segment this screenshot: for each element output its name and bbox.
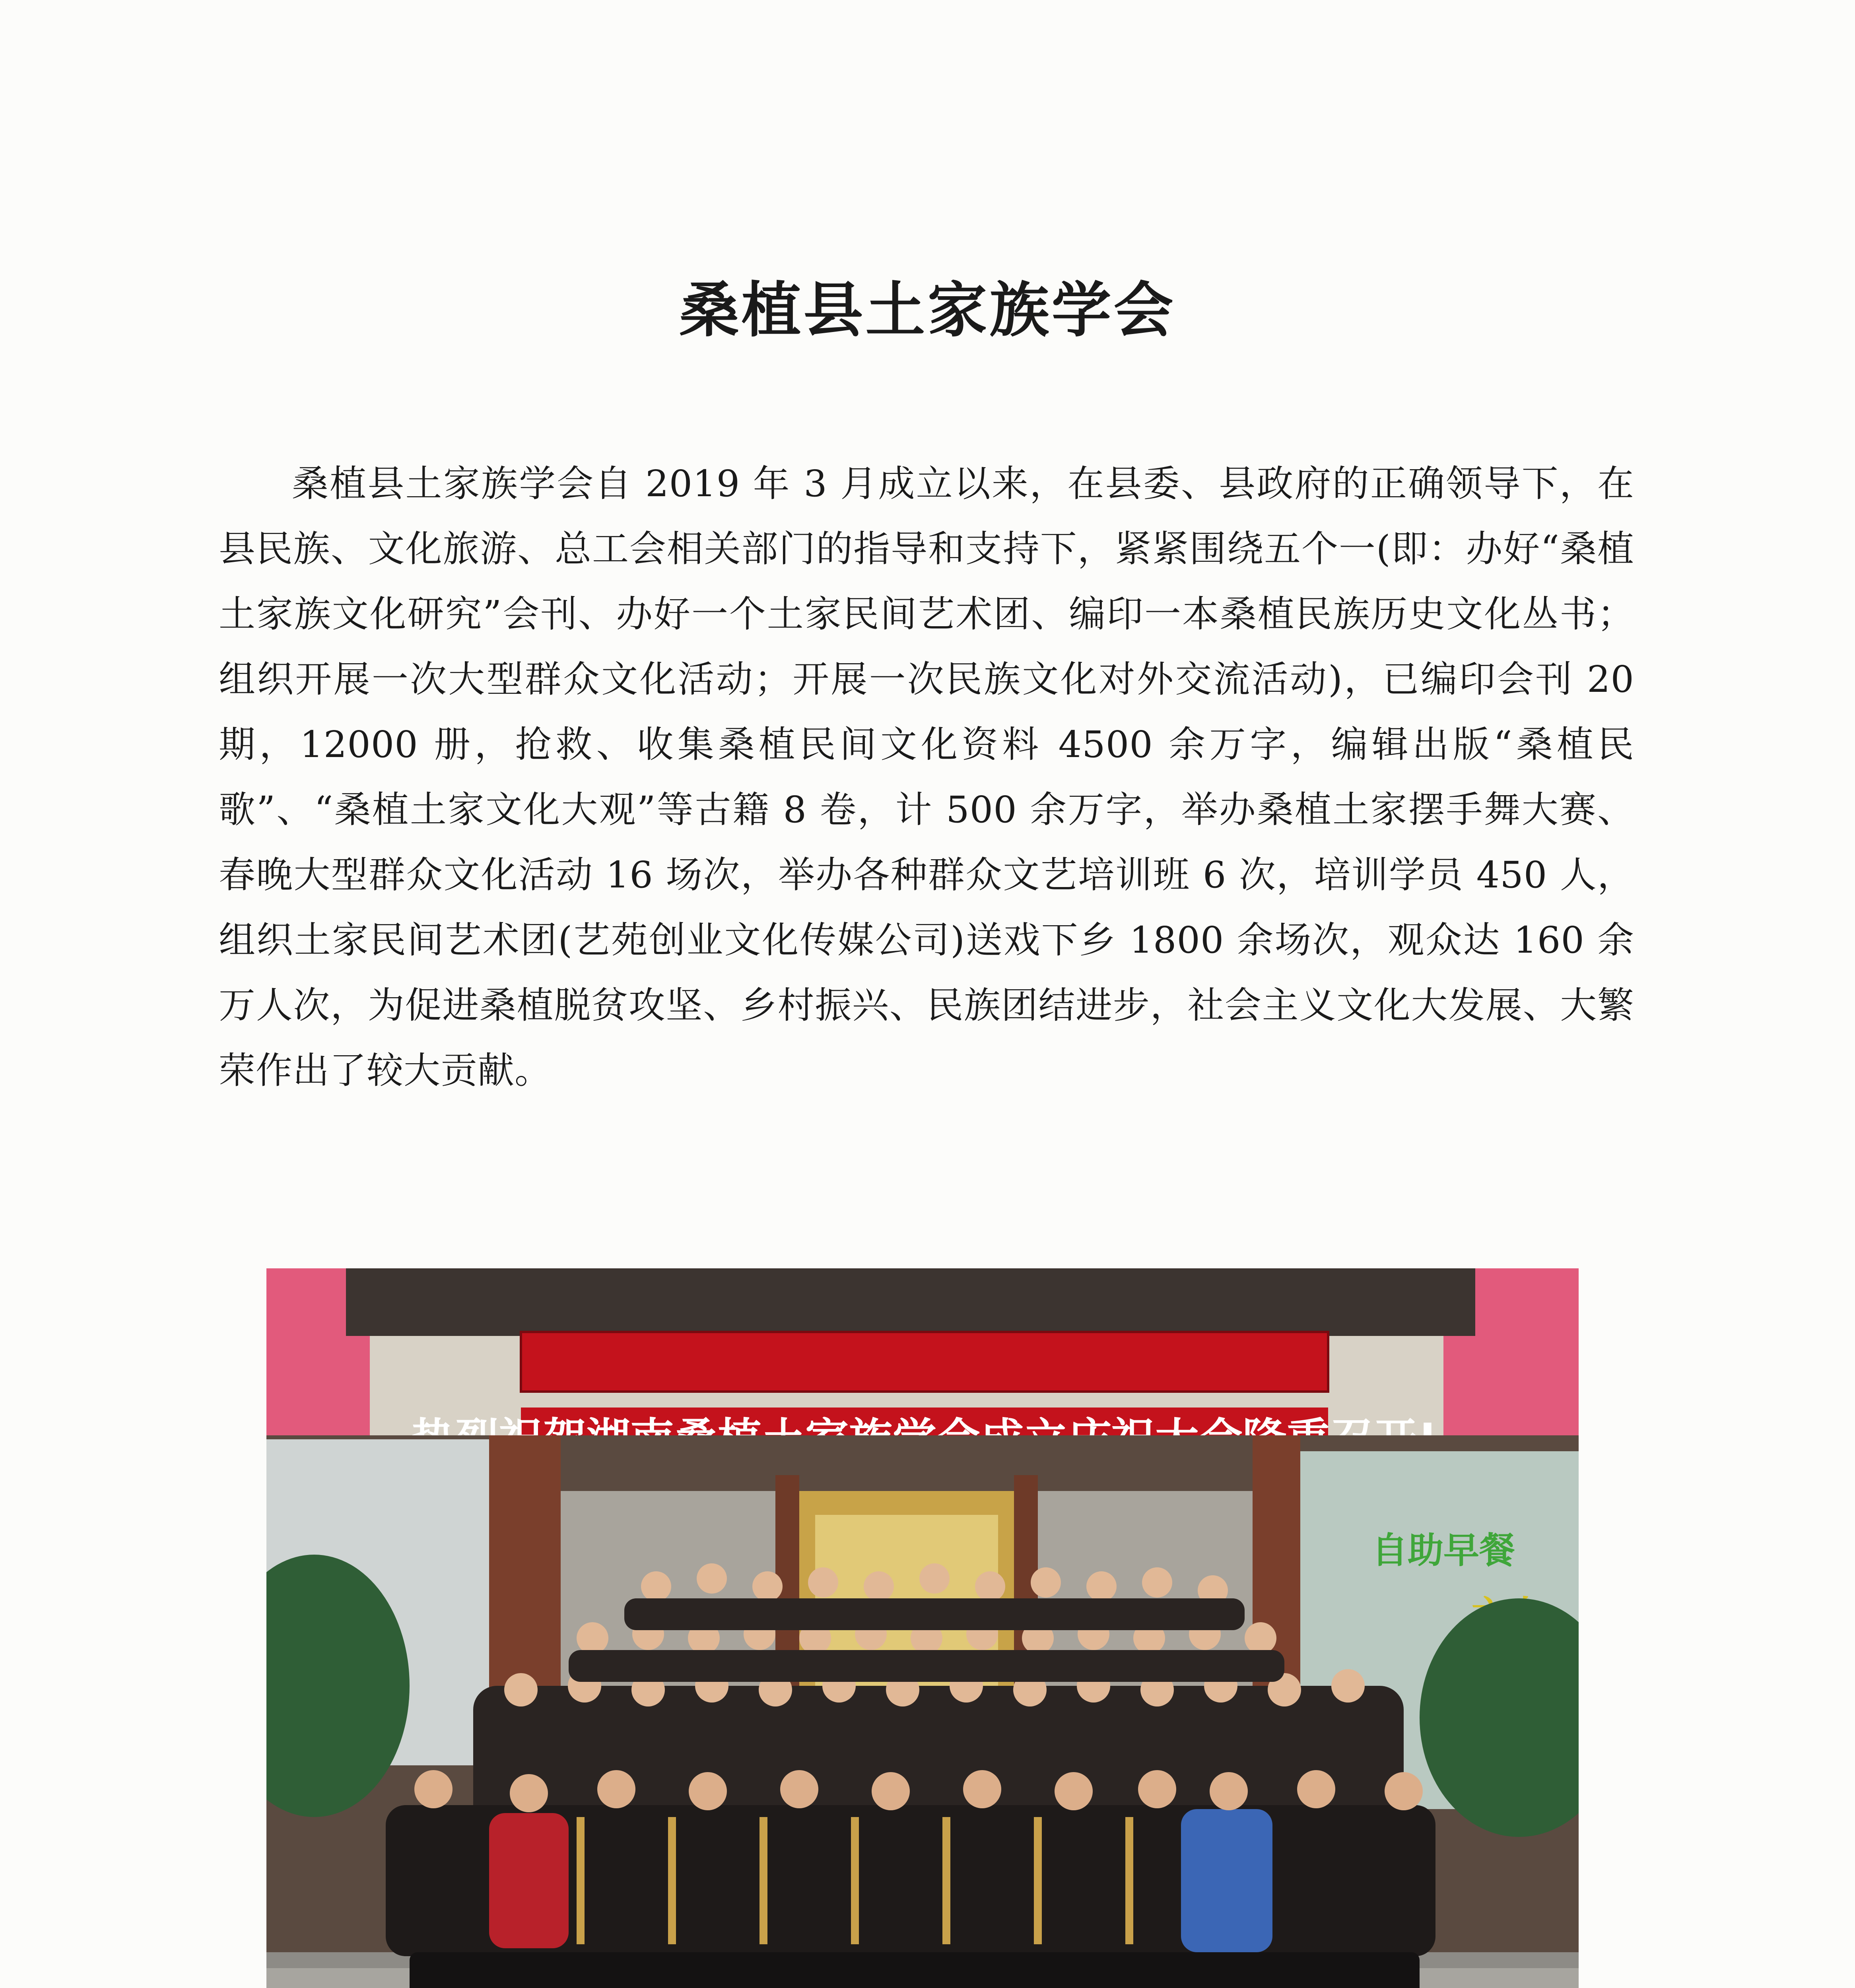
canopy bbox=[346, 1268, 1475, 1336]
banner-upper bbox=[521, 1332, 1328, 1392]
sign-text: 自助早餐 bbox=[1372, 1530, 1515, 1571]
body-paragraph: 桑植县土家族学会自 2019 年 3 月成立以来，在县委、县政府的正确领导下，在县民族、文化旅游、总工会相关部门的指导和支持下，紧紧围绕五个一(即：办好“桑植土家族文化研究”会刊、办好一个土家民间艺术团、编印一本桑植民族历史文化丛书；组织开展一次大型群众文化活动；开展一次民族文化对外交流活动)，已编印会刊 20 期，12000 册，抢救、收集桑植民间文化资料 4500 余万字，编辑出版“桑植民歌”、“桑植土家文化大观”等古籍 8 卷，计 500 余万字，举办桑植土家摆手舞大赛、春晚大型群众文化活动 16 场次，举办各种群众文艺培训班 6 次，培训学员 450 人，组织土家民间艺术团(艺苑创业文化传媒公司)送戏下乡 1800 余场次，观众达 160 余万人次，为促进桑植脱贫攻坚、乡村振兴、民族团结进步，社会主义文化大发展、大繁荣作出了较大贡献。 bbox=[219, 462, 1634, 1092]
page-title: 桑植县土家族学会 bbox=[679, 275, 1176, 345]
crowd-front-row bbox=[386, 1805, 1435, 1956]
group-photo-illustration bbox=[266, 1268, 1579, 1988]
group-photo bbox=[266, 1268, 1579, 1988]
